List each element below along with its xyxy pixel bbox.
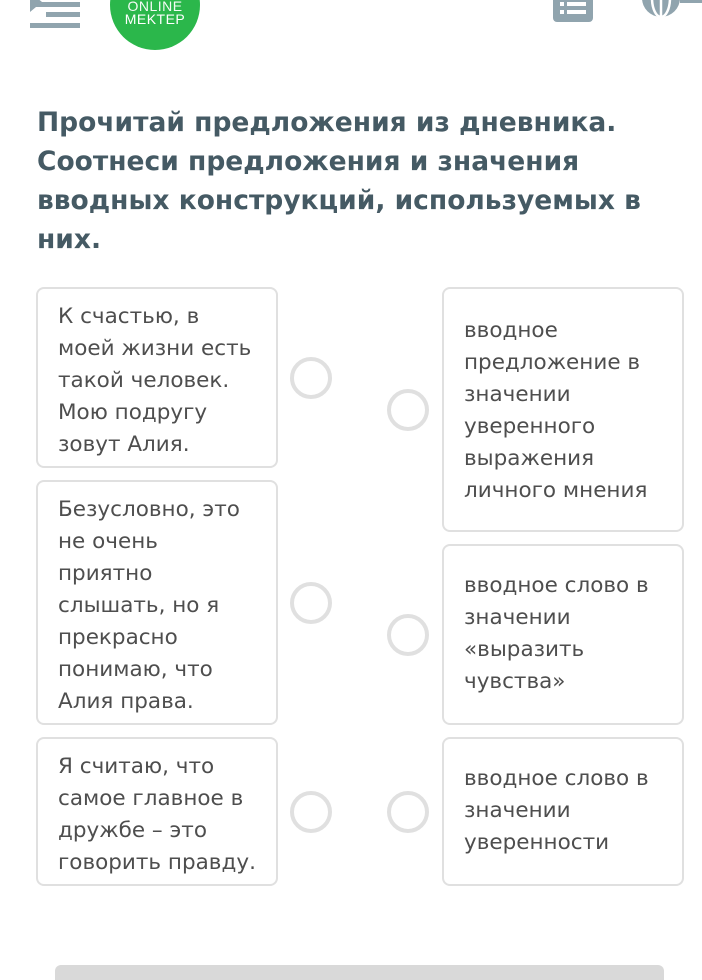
logo-line1: ONLINE: [127, 0, 183, 14]
left-option-1-text: К счастью, в моей жизни есть такой человек. Мою подругу зовут Алия.: [58, 304, 252, 457]
right-option-2-text: вводное слово в значении «выразить чувства»: [464, 573, 649, 694]
right-option-3-text: вводное слово в значении уверенности: [464, 766, 649, 855]
right-option-2[interactable]: [442, 544, 684, 725]
left-option-3[interactable]: [36, 737, 278, 886]
right-connector-2[interactable]: [387, 614, 429, 656]
left-option-1[interactable]: [36, 287, 278, 468]
left-connector-2[interactable]: [290, 582, 332, 624]
left-connector-3[interactable]: [290, 791, 332, 833]
left-option-3-text: Я считаю, что самое главное в дружбе – это говорить правду.: [58, 754, 256, 875]
menu-icon[interactable]: [30, 0, 82, 30]
right-connector-1[interactable]: [387, 389, 429, 431]
logo-line2: MEKTEP: [124, 11, 186, 27]
online-mektep-logo[interactable]: [110, 0, 200, 50]
left-connector-1[interactable]: [290, 357, 332, 399]
language-globe-icon[interactable]: [640, 0, 702, 24]
submit-button[interactable]: [55, 965, 664, 980]
right-option-3[interactable]: [442, 737, 684, 886]
right-connector-3[interactable]: [387, 791, 429, 833]
task-list-icon[interactable]: [553, 0, 593, 22]
left-option-2[interactable]: [36, 480, 278, 725]
left-option-2-text: Безусловно, это не очень приятно слышать, но я прекрасно понимаю, что Алия права.: [58, 497, 240, 714]
question-text: Прочитай предложения из дневника. Соотнеси предложения и значения вводных конструкций, используемых в них.: [37, 107, 641, 255]
right-option-1[interactable]: [442, 287, 684, 532]
right-option-1-text: вводное предложение в значении уверенного выражения личного мнения: [464, 318, 648, 503]
